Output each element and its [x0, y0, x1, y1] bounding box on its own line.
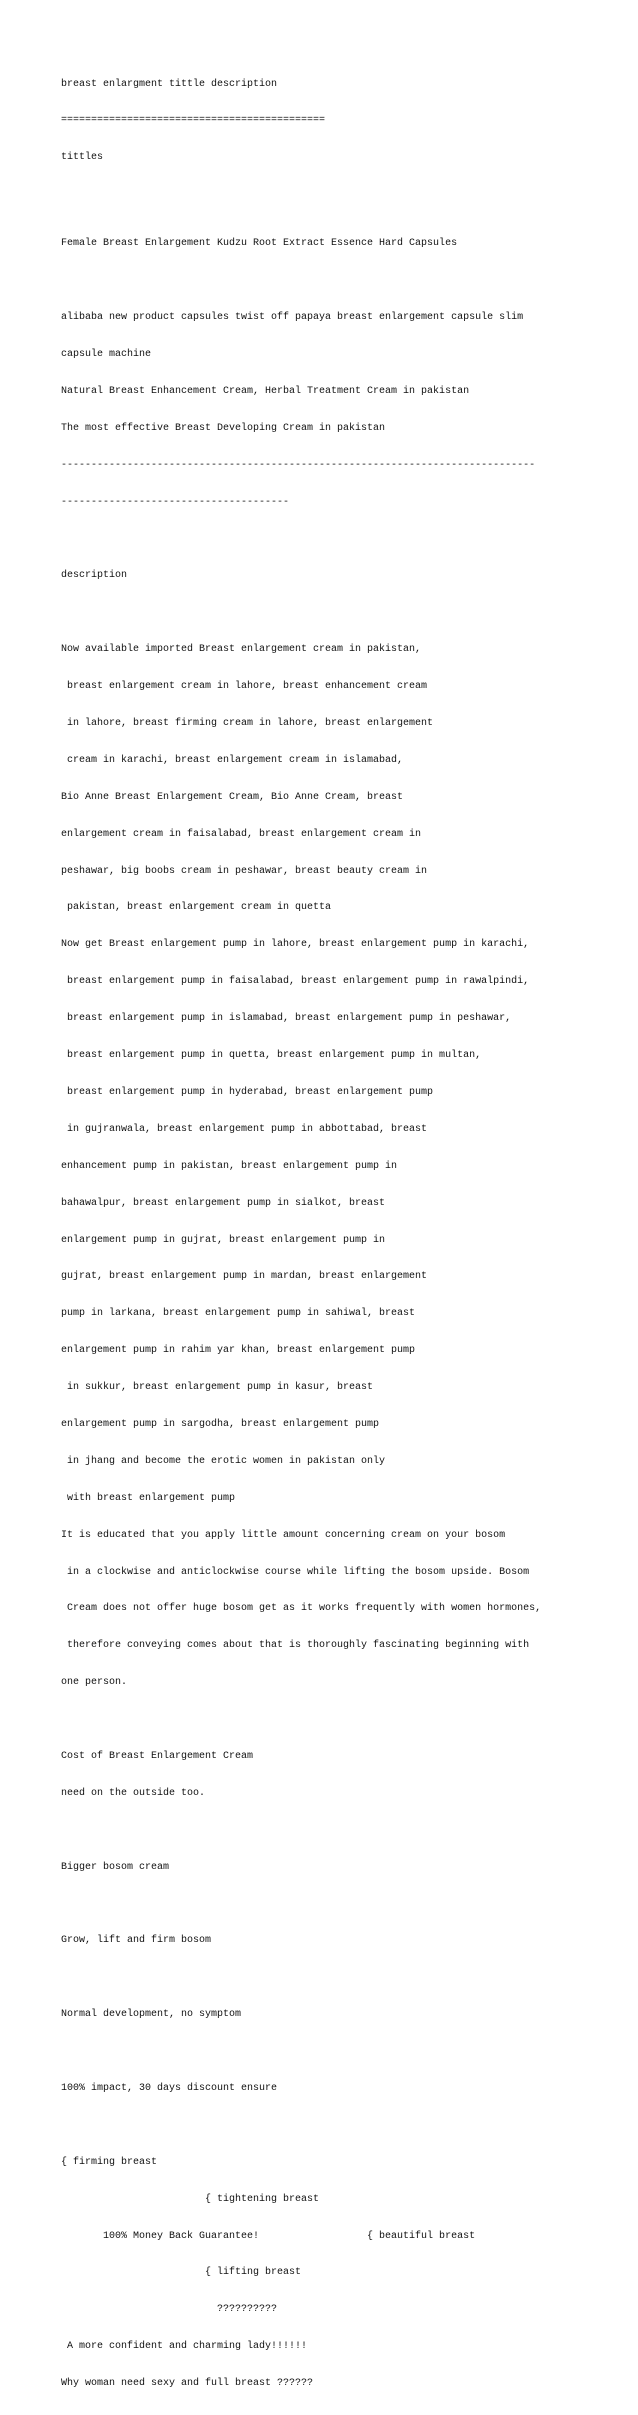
description-line: in jhang and become the erotic women in pakistan only — [61, 1455, 386, 1467]
title-line: The most effective Breast Developing Cream in pakistan — [61, 422, 386, 434]
description-line: gujrat, breast enlargement pump in mardan, breast enlargement — [61, 1271, 428, 1283]
description-line: cream in karachi, breast enlargement cream in islamabad, — [61, 754, 404, 766]
description-line: bahawalpur, breast enlargement pump in sialkot, breast — [61, 1197, 386, 1209]
description-line: in sukkur, breast enlargement pump in kasur, breast — [61, 1382, 374, 1394]
description-line: enlargement pump in rahim yar khan, breast enlargement pump — [61, 1345, 416, 1357]
features-line: { lifting breast — [61, 2267, 302, 2279]
impact-line: 100% impact, 30 days discount ensure — [61, 2082, 278, 2094]
description-line: enlargement pump in sargodha, breast enlargement pump — [61, 1418, 380, 1430]
grow-line: Grow, lift and firm bosom — [61, 1935, 212, 1947]
cost-line: need on the outside too. — [61, 1787, 206, 1799]
description-line: breast enlargement cream in lahore, breast enhancement cream — [61, 681, 428, 693]
description-line: one person. — [61, 1677, 128, 1689]
features-line: ?????????? — [61, 2304, 278, 2316]
title-line: Female Breast Enlargement Kudzu Root Extract Essence Hard Capsules — [61, 238, 458, 250]
description-line: pakistan, breast enlargement cream in quetta — [61, 902, 332, 914]
description-line: therefore conveying comes about that is thoroughly fascinating beginning with — [61, 1640, 530, 1652]
description-line: Now get Breast enlargement pump in lahore, breast enlargement pump in karachi, — [61, 939, 530, 951]
description-line: Bio Anne Breast Enlargement Cream, Bio Anne Cream, breast — [61, 791, 404, 803]
description-line: enhancement pump in pakistan, breast enlargement pump in — [61, 1160, 398, 1172]
document-heading: breast enlargment tittle description — [61, 78, 278, 90]
bigger-line: Bigger bosom cream — [61, 1861, 170, 1873]
description-line: peshawar, big boobs cream in peshawar, breast beauty cream in — [61, 865, 428, 877]
heading-rule: ============================================ — [61, 115, 326, 127]
document-text — [61, 54, 541, 2415]
separator-line: -------------------------------------- — [61, 496, 290, 508]
features-line: { firming breast — [61, 2156, 158, 2168]
description-line: in gujranwala, breast enlargement pump in abbottabad, breast — [61, 1123, 428, 1135]
features-line: { tightening breast — [61, 2193, 320, 2205]
features-line: Why woman need sexy and full breast ?????? — [61, 2378, 314, 2390]
description-line: breast enlargement pump in islamabad, breast enlargement pump in peshawar, — [61, 1013, 512, 1025]
title-line: alibaba new product capsules twist off papaya breast enlargement capsule slim — [61, 312, 524, 324]
title-line: capsule machine — [61, 349, 152, 361]
normal-line: Normal development, no symptom — [61, 2009, 242, 2021]
description-line: breast enlargement pump in faisalabad, breast enlargement pump in rawalpindi, — [61, 976, 530, 988]
description-line: breast enlargement pump in quetta, breast enlargement pump in multan, — [61, 1050, 482, 1062]
description-line: It is educated that you apply little amount concerning cream on your bosom — [61, 1529, 506, 1541]
description-line: in lahore, breast firming cream in lahore, breast enlargement — [61, 718, 434, 730]
description-line: breast enlargement pump in hyderabad, breast enlargement pump — [61, 1086, 434, 1098]
description-line: pump in larkana, breast enlargement pump in sahiwal, breast — [61, 1308, 416, 1320]
description-heading: description — [61, 570, 128, 582]
description-line: Now available imported Breast enlargement cream in pakistan, — [61, 644, 422, 656]
cost-line: Cost of Breast Enlargement Cream — [61, 1750, 254, 1762]
description-line: in a clockwise and anticlockwise course while lifting the bosom upside. Bosom — [61, 1566, 530, 1578]
description-line: Cream does not offer huge bosom get as it works frequently with women hormones, — [61, 1603, 542, 1615]
features-line: 100% Money Back Guarantee! { beautiful breast — [61, 2230, 476, 2242]
description-line: enlargement cream in faisalabad, breast enlargement cream in — [61, 828, 422, 840]
title-line: Natural Breast Enhancement Cream, Herbal Treatment Cream in pakistan — [61, 386, 470, 398]
description-line: enlargement pump in gujrat, breast enlargement pump in — [61, 1234, 386, 1246]
titles-label: tittles — [61, 152, 104, 164]
separator-line: ------------------------------------------------------------------------------- — [61, 459, 536, 471]
features-line: A more confident and charming lady!!!!!! — [61, 2341, 308, 2353]
description-line: with breast enlargement pump — [61, 1492, 236, 1504]
